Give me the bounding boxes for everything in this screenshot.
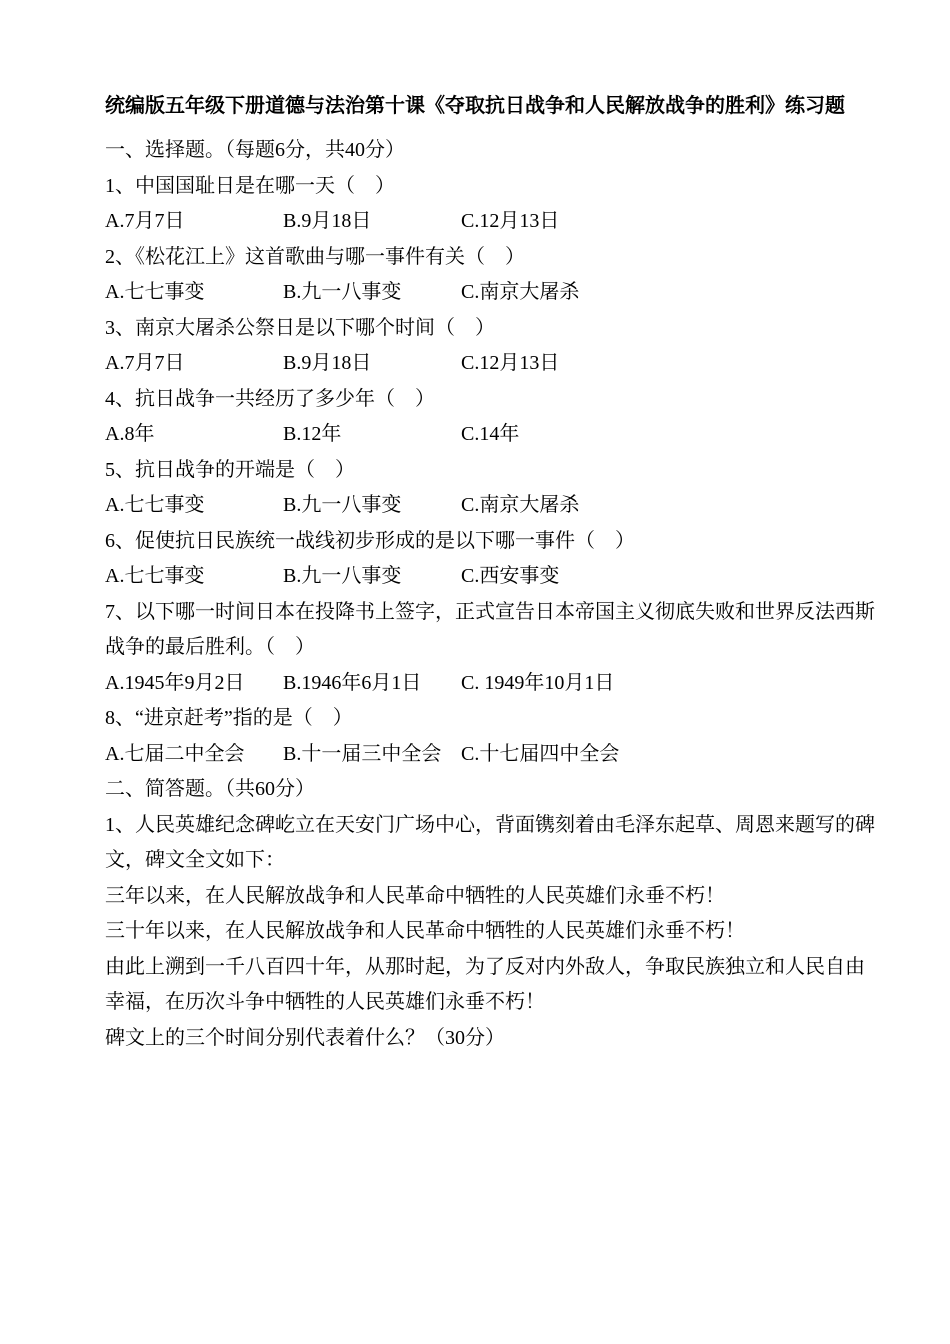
question-1-options	[105, 204, 880, 240]
question-8-option-a: A.七届二中全会	[105, 742, 245, 765]
question-3-stem: 3、南京大屠杀公祭日是以下哪个时间（ ）	[105, 316, 495, 339]
question-7-options	[105, 666, 880, 702]
section-2-heading: 二、简答题。（共60分）	[105, 778, 315, 800]
section-1-heading: 一、选择题。（每题6分，共40分）	[105, 139, 405, 161]
question-4-option-b: B.12年	[283, 423, 342, 445]
question-1-option-c: C.12月13日	[461, 210, 560, 232]
question-4-option-c: C.14年	[461, 423, 520, 445]
document-title: 统编版五年级下册道德与法治第十课《夺取抗日战争和人民解放战争的胜利》练习题	[105, 95, 845, 117]
question-3-options	[105, 346, 880, 382]
question-4-stem: 4、抗日战争一共经历了多少年（ ）	[105, 387, 435, 410]
inscription-line-3a: 由此上溯到一千八百四十年，从那时起，为了反对内外敌人，争取民族独立和人民自由	[105, 955, 865, 978]
question-7-option-c: C. 1949年10月1日	[461, 671, 615, 694]
question-4-options	[105, 417, 880, 453]
question-3-option-a: A.7月7日	[105, 352, 185, 374]
question-5-option-c: C.南京大屠杀	[461, 494, 580, 516]
question-8-option-b: B.十一届三中全会	[283, 742, 442, 765]
question-6-option-a: A.七七事变	[105, 565, 205, 587]
question-5-option-a: A.七七事变	[105, 494, 205, 516]
question-3-option-c: C.12月13日	[461, 352, 560, 374]
question-8-options	[105, 737, 880, 773]
section-2-question-1-line-1: 1、人民英雄纪念碑屹立在天安门广场中心，背面镌刻着由毛泽东起草、周恩来题写的碑	[105, 813, 875, 836]
question-5-option-b: B.九一八事变	[283, 494, 402, 516]
question-5-options	[105, 488, 880, 524]
question-7-option-b: B.1946年6月1日	[283, 671, 422, 694]
question-3-option-b: B.9月18日	[283, 352, 372, 374]
question-1-option-b: B.9月18日	[283, 210, 372, 232]
inscription-line-3b: 幸福，在历次斗争中牺牲的人民英雄们永垂不朽！	[105, 991, 545, 1013]
question-2-stem: 2、《松花江上》这首歌曲与哪一事件有关（ ）	[105, 245, 525, 268]
inscription-line-1: 三年以来，在人民解放战争和人民革命中牺牲的人民英雄们永垂不朽！	[105, 884, 725, 907]
question-8-stem: 8、“进京赶考”指的是（ ）	[105, 707, 353, 729]
section-2-question-1-prompt: 碑文上的三个时间分别代表着什么？（30分）	[105, 1026, 505, 1049]
question-8-option-c: C.十七届四中全会	[461, 742, 620, 765]
question-6-options	[105, 559, 880, 595]
question-5-stem: 5、抗日战争的开端是（ ）	[105, 458, 355, 481]
question-6-option-c: C.西安事变	[461, 565, 560, 587]
question-2-option-c: C.南京大屠杀	[461, 281, 580, 303]
section-2-question-1-line-2: 文，碑文全文如下：	[105, 849, 285, 871]
question-7-stem-line-2: 战争的最后胜利。（ ）	[105, 636, 315, 658]
question-1-stem: 1、中国国耻日是在哪一天（ ）	[105, 174, 395, 197]
question-7-option-a: A.1945年9月2日	[105, 671, 245, 694]
question-6-stem: 6、促使抗日民族统一战线初步形成的是以下哪一事件（ ）	[105, 529, 635, 552]
inscription-line-2: 三十年以来，在人民解放战争和人民革命中牺牲的人民英雄们永垂不朽！	[105, 920, 745, 942]
question-1-option-a: A.7月7日	[105, 210, 185, 232]
question-2-options	[105, 275, 880, 311]
question-7-stem-line-1: 7、以下哪一时间日本在投降书上签字，正式宣告日本帝国主义彻底失败和世界反法西斯	[105, 600, 875, 623]
question-6-option-b: B.九一八事变	[283, 565, 402, 587]
question-2-option-a: A.七七事变	[105, 281, 205, 303]
question-2-option-b: B.九一八事变	[283, 281, 402, 303]
question-4-option-a: A.8年	[105, 423, 155, 445]
